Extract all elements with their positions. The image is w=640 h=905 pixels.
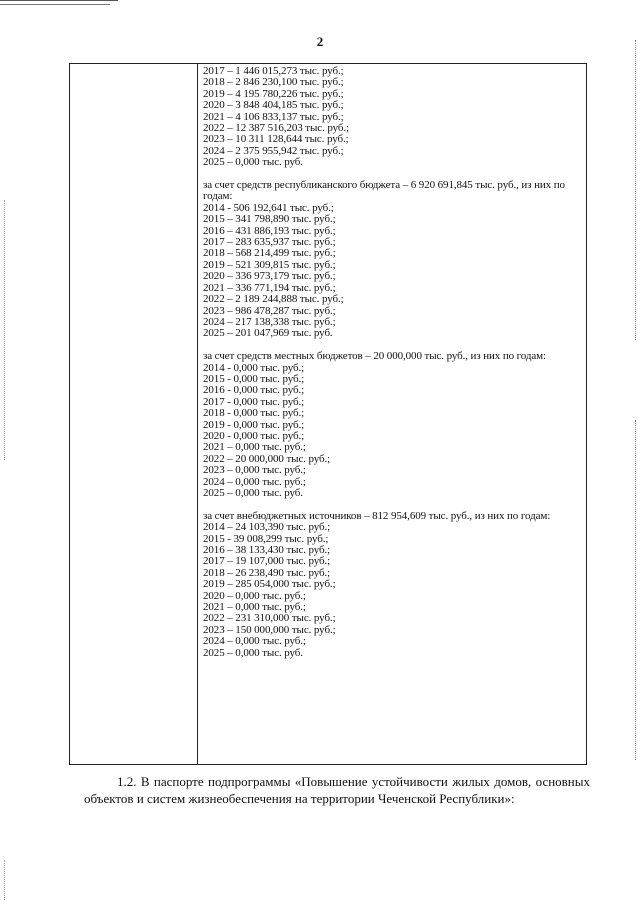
year-line: 2021 – 0,000 тыс. руб.;: [203, 601, 306, 614]
year-line: 2019 – 521 309,815 тыс. руб.;: [203, 258, 336, 271]
year-line: 2017 – 1 446 015,273 тыс. руб.;: [203, 65, 344, 77]
year-line: 2025 – 0,000 тыс. руб.: [203, 156, 303, 169]
funding-table: [69, 63, 587, 765]
year-line: 2022 – 231 310,000 тыс. руб.;: [203, 612, 336, 625]
year-line: 2024 – 2 375 955,942 тыс. руб.;: [203, 144, 344, 157]
year-line: 2018 - 0,000 тыс. руб.;: [203, 407, 305, 420]
year-line: 2014 - 0,000 тыс. руб.;: [203, 361, 305, 374]
year-line: 2014 - 506 192,641 тыс. руб.;: [203, 201, 334, 214]
year-line: 2019 – 285 054,000 тыс. руб.;: [203, 578, 336, 591]
scan-edge-left: [4, 200, 5, 460]
year-line: 2018 – 26 238,490 тыс. руб.;: [203, 566, 331, 579]
year-line: 2016 – 431 886,193 тыс. руб.;: [203, 224, 336, 237]
scan-corner-mark: [0, 0, 118, 7]
year-line: 2018 – 2 846 230,100 тыс. руб.;: [203, 76, 344, 89]
republican-budget-years: [203, 203, 583, 340]
scan-edge-left-lower: [4, 860, 5, 900]
year-line: 2023 – 150 000,000 тыс. руб.;: [203, 623, 336, 636]
year-line: 2023 – 986 478,287 тыс. руб.;: [203, 304, 336, 317]
year-line: 2024 – 0,000 тыс. руб.;: [203, 635, 306, 648]
year-line: 2020 - 0,000 тыс. руб.;: [203, 429, 305, 442]
extrabudgetary-years: [203, 522, 583, 659]
year-line: 2023 – 10 311 128,644 тыс. руб.;: [203, 133, 349, 146]
year-line: 2016 – 38 133,430 тыс. руб.;: [203, 544, 331, 557]
year-line: 2018 – 568 214,499 тыс. руб.;: [203, 247, 336, 260]
year-line: 2021 – 336 771,194 тыс. руб.;: [203, 281, 336, 294]
year-line: 2019 - 0,000 тыс. руб.;: [203, 418, 305, 431]
table-column-divider: [197, 64, 198, 764]
year-line: 2025 – 0,000 тыс. руб.: [203, 487, 303, 499]
scan-edge-right-lower: [635, 420, 636, 760]
year-line: 2020 – 0,000 тыс. руб.;: [203, 589, 306, 602]
year-line: 2022 – 12 387 516,203 тыс. руб.;: [203, 122, 349, 135]
section-paragraph: 1.2. В паспорте подпрограммы «Повышение устойчивости жилых домов, основных объектов и систем жизнеобеспечения на территории Чеченской Республики»:: [84, 774, 590, 806]
year-line: 2016 - 0,000 тыс. руб.;: [203, 384, 305, 397]
year-line: 2015 - 39 008,299 тыс. руб.;: [203, 532, 329, 545]
year-line: 2014 – 24 103,390 тыс. руб.;: [203, 521, 331, 534]
year-line: 2017 – 19 107,000 тыс. руб.;: [203, 555, 331, 568]
funding-cell: [203, 66, 583, 659]
year-line: 2021 – 0,000 тыс. руб.;: [203, 441, 306, 454]
year-line: 2020 – 3 848 404,185 тыс. руб.;: [203, 99, 344, 112]
year-line: 2017 - 0,000 тыс. руб.;: [203, 395, 305, 408]
year-line: 2023 – 0,000 тыс. руб.;: [203, 464, 306, 477]
year-line: 2022 – 2 189 244,888 тыс. руб.;: [203, 293, 344, 306]
year-line: 2024 – 0,000 тыс. руб.;: [203, 475, 306, 488]
year-line: 2025 – 201 047,969 тыс. руб.: [203, 327, 333, 340]
budget-years-tail: [203, 66, 583, 169]
year-line: 2020 – 336 973,179 тыс. руб.;: [203, 270, 336, 283]
year-line: 2021 – 4 106 833,137 тыс. руб.;: [203, 110, 344, 123]
scan-edge-right: [635, 40, 636, 340]
page-number: 2: [316, 34, 324, 49]
year-line: 2025 – 0,000 тыс. руб.: [203, 646, 303, 659]
year-line: 2017 – 283 635,937 тыс. руб.;: [203, 236, 336, 249]
year-line: 2019 – 4 195 780,226 тыс. руб.;: [203, 87, 344, 100]
year-line: 2024 – 217 138,338 тыс. руб.;: [203, 315, 336, 328]
republican-budget-heading: за счет средств республиканского бюджета – 6 920 691,845 тыс. руб., из них по годам:: [203, 179, 565, 203]
year-line: 2022 – 20 000,000 тыс. руб.;: [203, 452, 331, 465]
year-line: 2015 – 341 798,890 тыс. руб.;: [203, 213, 336, 226]
local-budget-years: [203, 363, 583, 500]
extrabudgetary-heading: за счет внебюджетных источников – 812 954,609 тыс. руб., из них по годам:: [203, 509, 551, 522]
local-budget-heading: за счет средств местных бюджетов – 20 000,000 тыс. руб., из них по годам:: [203, 350, 546, 363]
year-line: 2015 - 0,000 тыс. руб.;: [203, 372, 305, 385]
